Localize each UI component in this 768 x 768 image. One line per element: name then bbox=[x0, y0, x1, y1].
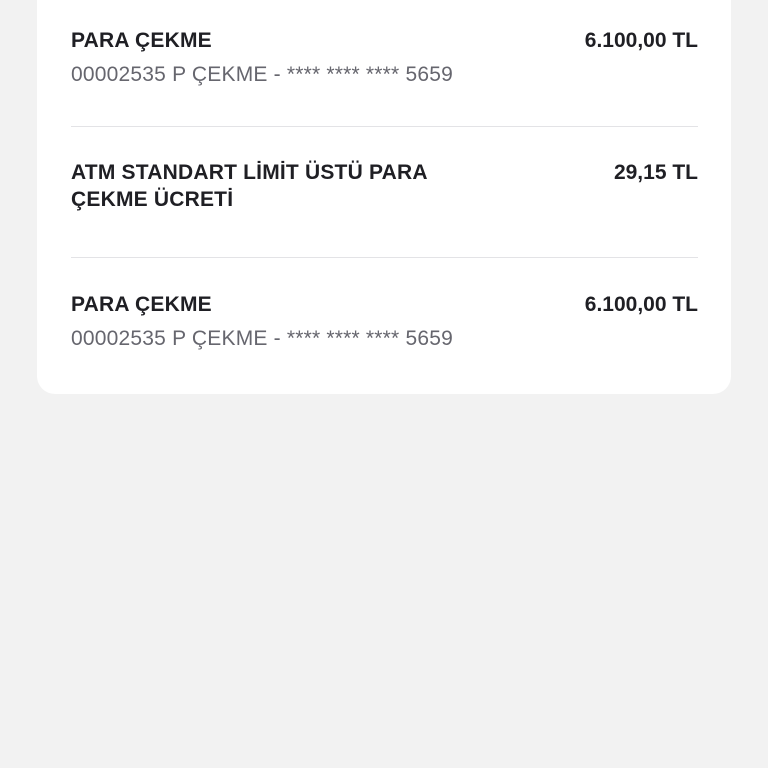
transaction-item[interactable] bbox=[71, 159, 698, 215]
transaction-amount: 6.100,00 TL bbox=[584, 29, 698, 52]
transaction-amount: 29,15 TL bbox=[613, 161, 698, 184]
transaction-subtitle: 00002535 P ÇEKME - **** **** **** 5659 bbox=[71, 327, 453, 350]
divider bbox=[71, 126, 698, 127]
transaction-item[interactable] bbox=[71, 291, 698, 353]
transaction-amount: 6.100,00 TL bbox=[584, 293, 698, 316]
transaction-item[interactable] bbox=[71, 27, 698, 89]
transaction-title: ATM STANDART LİMİT ÜSTÜ PARA ÇEKME ÜCRETİ bbox=[71, 161, 427, 211]
transaction-title: PARA ÇEKME bbox=[71, 293, 212, 316]
divider bbox=[71, 257, 698, 258]
transaction-title: PARA ÇEKME bbox=[71, 29, 212, 52]
transaction-subtitle: 00002535 P ÇEKME - **** **** **** 5659 bbox=[71, 63, 453, 86]
